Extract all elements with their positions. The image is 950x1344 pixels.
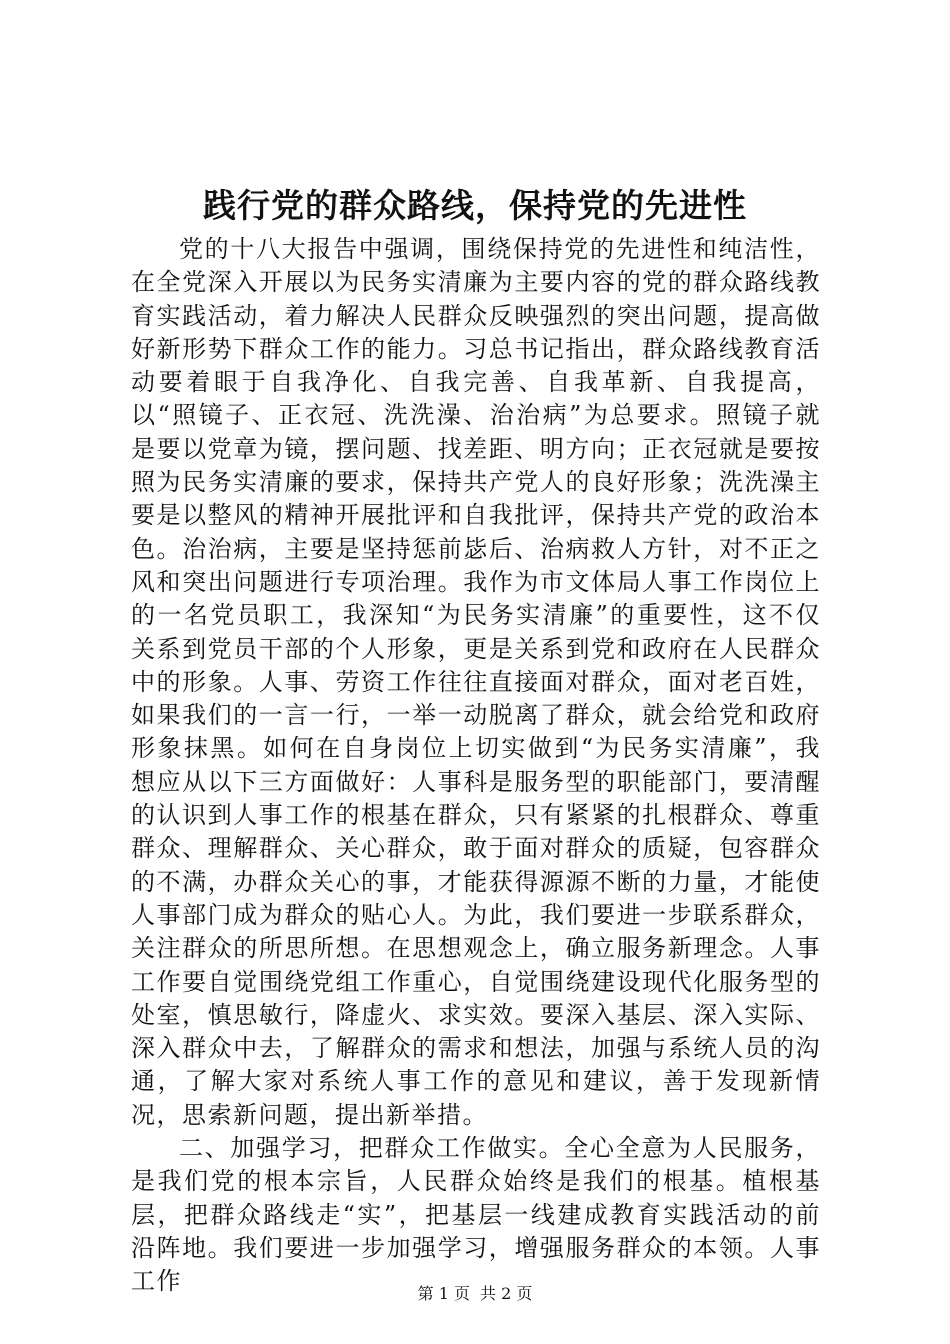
page-footer bbox=[0, 1283, 950, 1305]
page-total: 共 2 页 bbox=[480, 1284, 533, 1303]
paragraph-1: 党的十八大报告中强调，围绕保持党的先进性和纯洁性，在全党深入开展以为民务实清廉为主要内容的党的群众路线教育实践活动，着力解决人民群众反映强烈的突出问题，提高做好新形势下群众工作的能力。习总书记指出，群众路线教育活动要着眼于自我净化、自我完善、自我革新、自我提高，以“照镜子、正衣冠、洗洗澡、治治病”为总要求。照镜子就是要以党章为镜，摆问题、找差距、明方向；正衣冠就是要按照为民务实清廉的要求，保持共产党人的良好形象；洗洗澡主要是以整风的精神开展批评和自我批评，保持共产党的政治本色。治治病，主要是坚持惩前毖后、治病救人方针，对不正之风和突出问题进行专项治理。我作为市文体局人事工作岗位上的一名党员职工，我深知“为民务实清廉”的重要性，这不仅关系到党员干部的个人形象，更是关系到党和政府在人民群众中的形象。人事、劳资工作往往直接面对群众，面对老百姓，如果我们的一言一行，一举一动脱离了群众，就会给党和政府形象抹黑。如何在自身岗位上切实做到“为民务实清廉”，我想应从以下三方面做好：人事科是服务型的职能部门，要清醒的认识到人事工作的根基在群众，只有紧紧的扎根群众、尊重群众、理解群众、关心群众，敢于面对群众的质疑，包容群众的不满，办群众关心的事，才能获得源源不断的力量，才能使人事部门成为群众的贴心人。为此，我们要进一步联系群众，关注群众的所思所想。在思想观念上，确立服务新理念。人事工作要自觉围绕党组工作重心，自觉围绕建设现代化服务型的处室，慎思敏行，降虚火、求实效。要深入基层、深入实际、深入群众中去，了解群众的需求和想法，加强与系统人员的沟通，了解大家对系统人事工作的意见和建议，善于发现新情况，思索新问题，提出新举措。 bbox=[131, 235, 821, 1129]
document-body bbox=[131, 233, 821, 1299]
paragraph-2: 二、加强学习，把群众工作做实。全心全意为人民服务，是我们党的根本宗旨，人民群众始终是我们的根基。植根基层，把群众路线走“实”，把基层一线建成教育实践活动的前沿阵地。我们要进一步加强学习，增强服务群众的本领。人事工作 bbox=[131, 1134, 821, 1296]
document-title: 践行党的群众路线，保持党的先进性 bbox=[203, 186, 747, 225]
page-number: 第 1 页 bbox=[417, 1284, 470, 1303]
